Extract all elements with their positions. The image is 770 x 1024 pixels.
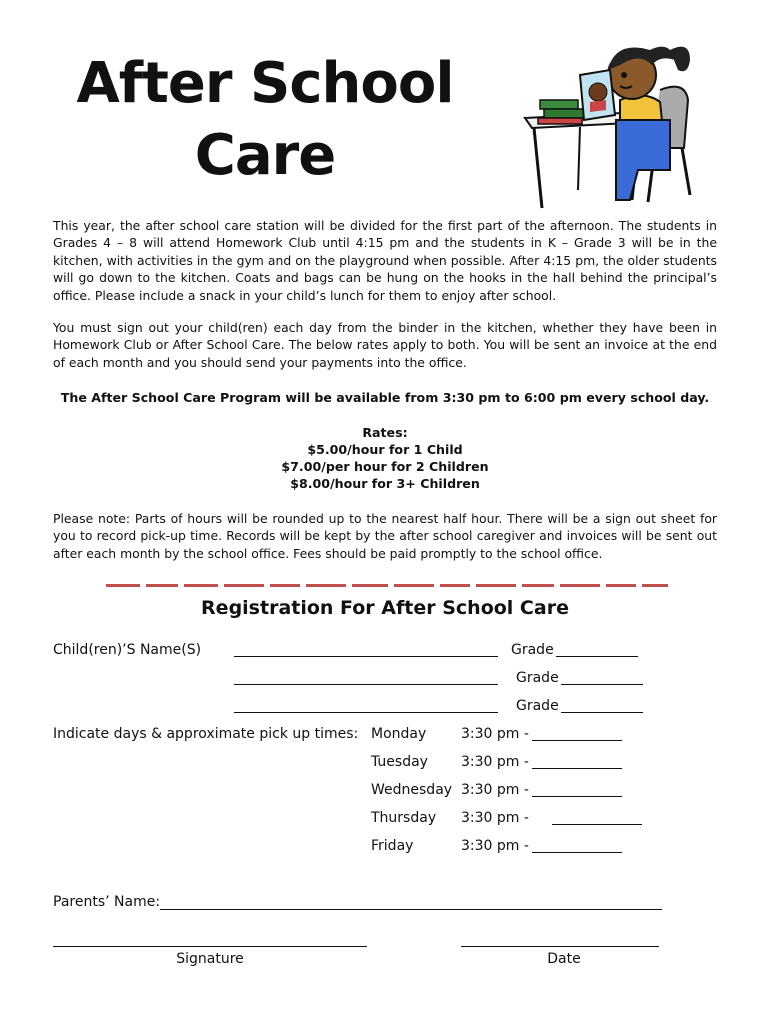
days-label: Indicate days & approximate pick up times:: [53, 726, 359, 742]
day-friday: Friday: [371, 838, 414, 854]
page-title: [60, 48, 470, 192]
pickup-time-line-thursday[interactable]: [552, 824, 642, 825]
time-prefix-friday: 3:30 pm -: [461, 838, 529, 854]
grade-label-3: Grade: [516, 698, 559, 714]
child-name-line-2[interactable]: [234, 684, 498, 685]
time-prefix-monday: 3:30 pm -: [461, 726, 529, 742]
pickup-time-line-monday[interactable]: [532, 740, 622, 741]
day-tuesday: Tuesday: [371, 754, 428, 770]
time-prefix-thursday: 3:30 pm -: [461, 810, 529, 826]
grade-line-2[interactable]: [561, 684, 643, 685]
rate-3-children: $8.00/hour for 3+ Children: [290, 476, 480, 491]
title-line-2: Care: [194, 123, 336, 188]
signout-paragraph: You must sign out your child(ren) each day from the binder in the kitchen, whether they have been in Homework Club or After School Care. The below rates apply to both. You will be sent an invoice at the end of each month and you should send your payments into the office.: [53, 320, 717, 370]
signature-label: Signature: [176, 951, 244, 967]
date-label: Date: [547, 951, 581, 967]
day-thursday: Thursday: [371, 810, 437, 826]
rates-heading: Rates:: [362, 425, 408, 440]
signature-line[interactable]: [53, 946, 367, 947]
grade-label-1: Grade: [511, 642, 554, 658]
grade-line-3[interactable]: [561, 712, 643, 713]
pickup-time-line-tuesday[interactable]: [532, 768, 622, 769]
pickup-time-line-friday[interactable]: [532, 852, 622, 853]
note-paragraph: Please note: Parts of hours will be rounded up to the nearest half hour. There will be a sign out sheet for you to record pick-up time. Records will be kept by the after school caregiver and invoices will be sent out after each month by the school office. Fees should be paid promptly to the school office.: [53, 511, 717, 561]
child-name-line-1[interactable]: [234, 656, 498, 657]
girl-reading-clipart: [520, 30, 720, 210]
pickup-time-line-wednesday[interactable]: [532, 796, 622, 797]
parents-name-line[interactable]: [160, 909, 662, 910]
rate-1-child: $5.00/hour for 1 Child: [307, 442, 463, 457]
children-name-label: Child(ren)’S Name(S): [53, 642, 202, 658]
child-name-line-3[interactable]: [234, 712, 498, 713]
intro-paragraph: This year, the after school care station will be divided for the first part of the afternoon. The students in Grades 4 – 8 will attend Homework Club until 4:15 pm and the students in K – Grade 3 will be in the kitchen, with activities in the gym and on the playground when possible. After 4:15 pm, the older students will go down to the kitchen. Coats and bags can be hung on the hooks in the hall behind the principal’s office. Please include a snack in your child’s lunch for them to enjoy after school.: [53, 218, 717, 303]
day-wednesday: Wednesday: [371, 782, 453, 798]
grade-line-1[interactable]: [556, 656, 638, 657]
day-monday: Monday: [371, 726, 427, 742]
decorative-divider: [106, 583, 668, 589]
title-line-1: After School: [76, 51, 454, 116]
parents-name-label: Parents’ Name:: [53, 894, 161, 910]
time-prefix-wednesday: 3:30 pm -: [461, 782, 529, 798]
registration-title: Registration For After School Care: [201, 597, 569, 619]
date-line[interactable]: [461, 946, 659, 947]
time-prefix-tuesday: 3:30 pm -: [461, 754, 529, 770]
availability-statement: The After School Care Program will be available from 3:30 pm to 6:00 pm every school day.: [60, 390, 710, 405]
grade-label-2: Grade: [516, 670, 559, 686]
rate-2-children: $7.00/per hour for 2 Children: [281, 459, 489, 474]
